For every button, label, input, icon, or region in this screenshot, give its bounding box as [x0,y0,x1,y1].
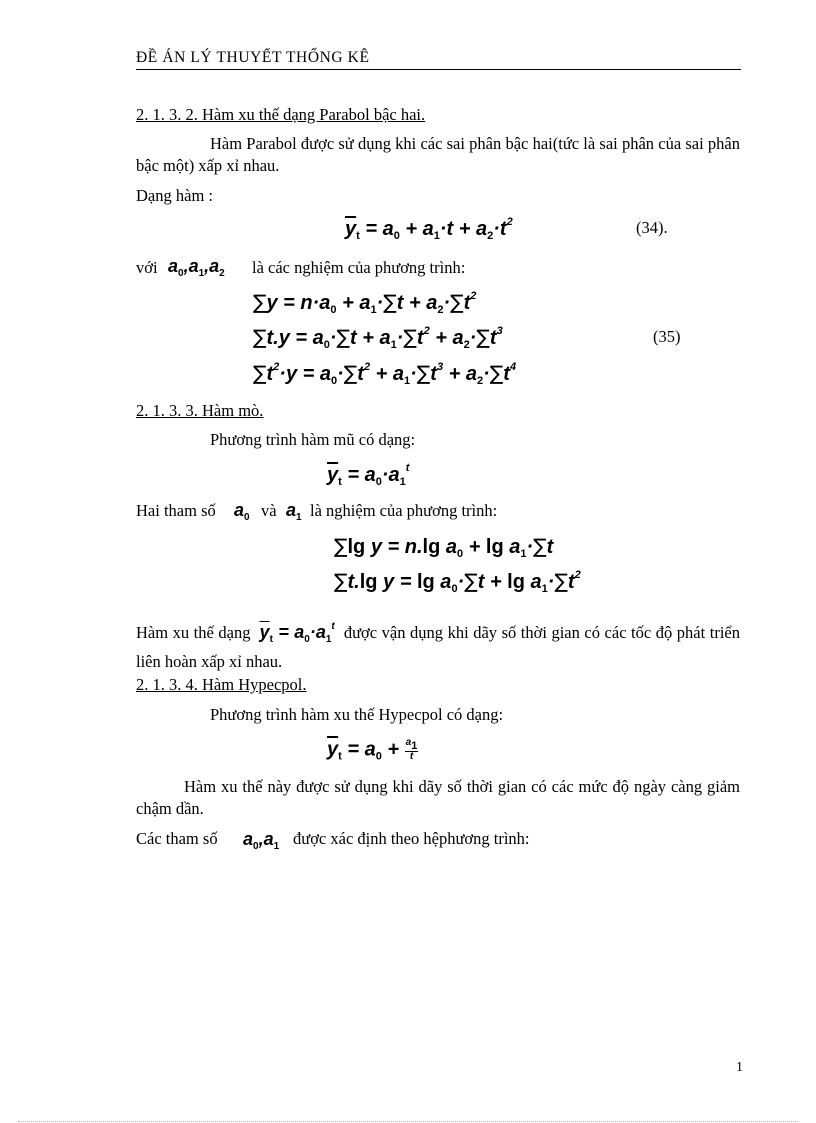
equation-log-line-1: ∑lg y = n.lg $a_0 + \lg a_1\cdot\sum t$ [334,534,554,560]
para-parabol [136,133,740,177]
coefficient-a1: $a_1$ [286,500,302,523]
hyp-params-part1: Các tham số [136,829,218,848]
equation-34-label: (34). [636,218,668,237]
heading-parabol: 2. 1. 3. 2. Hàm xu thế dạng Parabol bậc hai. [136,105,426,124]
para-parabol-text: Hàm Parabol được sử dụng khi các sai phân bậc hai(tức là sai phân của sai phân bậc một) xấp xỉ nhau. [136,134,740,175]
heading-mo: 2. 1. 3. 3. Hàm mò. [136,401,264,420]
equation-hyperbola: $\overline{y}_t = a_0$ + $\frac{a_1}{t}$ [327,737,418,763]
para-hypecpol: Phương trình hàm xu thế Hypecpol có dạng: [210,705,504,724]
page-number: 1 [736,1060,743,1075]
mo-params-part1: Hai tham số [136,501,216,520]
hyp-params-tail: được xác định theo hệphương trình: [293,829,530,848]
equation-35-line-1: $\sum y = n\cdot a_0 + a_1\cdot\sum t + a_2\cdot\sum t^2$ [253,290,477,316]
mo-usage-tail: được vận dụng khi dãy số thời gian có các tốc độ phát triển liên hoàn xấp xỉ nhau. [136,623,741,671]
with-tail: là các nghiệm của phương trình: [252,258,466,277]
inline-exponential-formula: $\overline{y}_t = a_0\cdot a_1^t$ [259,621,335,645]
hypecpol-usage: Hàm xu thế này được sử dụng khi dãy số thời gian có các mức độ ngày càng giảm chậm dần. [136,777,740,818]
header-rule [136,69,741,70]
coefficients-a0-a1-a2: $a_0,a_1,a_2$ [168,256,225,279]
equation-log-line-2: ∑t.lg $y = \lg a_0\cdot\sum t + \lg a_1\cdot\sum t^2$ [334,569,581,595]
heading-hypecpol: 2. 1. 3. 4. Hàm Hypecpol. [136,675,307,694]
equation-35-line-3: $\sum t^2\cdot y = a_0\cdot\sum t^2 + a_1\cdot\sum t^3 + a_2\cdot\sum t^4$ [253,361,517,387]
equation-34: $\overline{y}_t = a_0 + a_1\cdot t + a_2\cdot t^2$ [345,216,513,242]
mo-params-tail: là nghiệm của phương trình: [310,501,498,520]
equation-35-label: (35) [653,327,681,346]
mo-params-and: và [261,501,277,520]
coefficients-a0-a1: $a_0,a_1$ [243,829,280,852]
page-header-title: ĐỀ ÁN LÝ THUYẾT THỐNG KÊ [136,49,370,66]
with-label: với [136,258,158,277]
mo-usage-part1: Hàm xu thế dạng [136,623,251,642]
coefficient-a0: $a_0$ [234,500,250,523]
para-mo: Phương trình hàm mũ có dạng: [210,430,416,449]
equation-exponential: $\overline{y}_t = a_0\cdot a_1^t$ [327,462,410,488]
form-label: Dạng hàm : [136,186,213,205]
equation-35-line-2: $\sum t.y = a_0\cdot\sum t + a_1\cdot\sum t^2 + a_2\cdot\sum t^3$ [253,325,503,351]
page-bottom-border [18,1121,798,1122]
mo-usage [136,616,740,673]
